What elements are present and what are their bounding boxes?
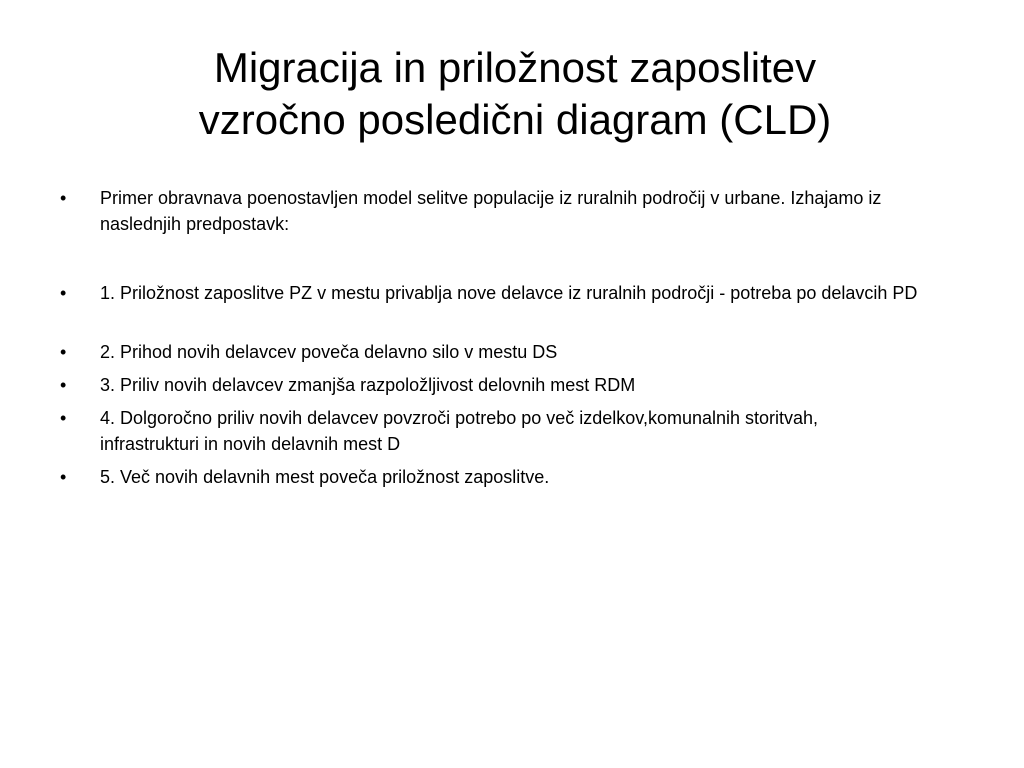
bullet-text: 2. Prihod novih delavcev poveča delavno silo v mestu DS [100,342,558,362]
bullet-item [60,339,920,365]
bullet-text: 1. Priložnost zaposlitve PZ v mestu privablja nove delavce iz ruralnih področji - potreba po delavcih PD [100,283,918,303]
title-line-1: Migracija in priložnost zaposlitev [213,44,817,91]
bullet-text: Primer obravnava poenostavljen model selitve populacije iz ruralnih področij v urbane. Izhajamo iz naslednjih predpostavk: [100,188,882,234]
bullet-item [60,464,920,490]
bullet-marker: • [60,283,67,303]
bullet-marker: • [60,188,67,208]
bullet-item [60,405,920,457]
bullet-marker: • [60,375,67,395]
bullet-marker: • [60,467,67,487]
bullet-marker: • [60,342,67,362]
bullet-text: 5. Več novih delavnih mest poveča priložnost zaposlitve. [100,467,550,487]
bullet-item [60,372,920,398]
title-line-2: vzročno posledični diagram (CLD) [198,96,832,143]
bullet-text: 4. Dolgoročno priliv novih delavcev povzroči potrebo po več izdelkov,komunalnih storitvah, infrastrukturi in novih delavnih mest D [100,408,819,454]
bullet-text: 3. Priliv novih delavcev zmanjša razpoložljivost delovnih mest RDM [100,375,636,395]
bullet-item [60,280,920,306]
bullet-marker: • [60,408,67,428]
bullet-item [60,185,920,237]
